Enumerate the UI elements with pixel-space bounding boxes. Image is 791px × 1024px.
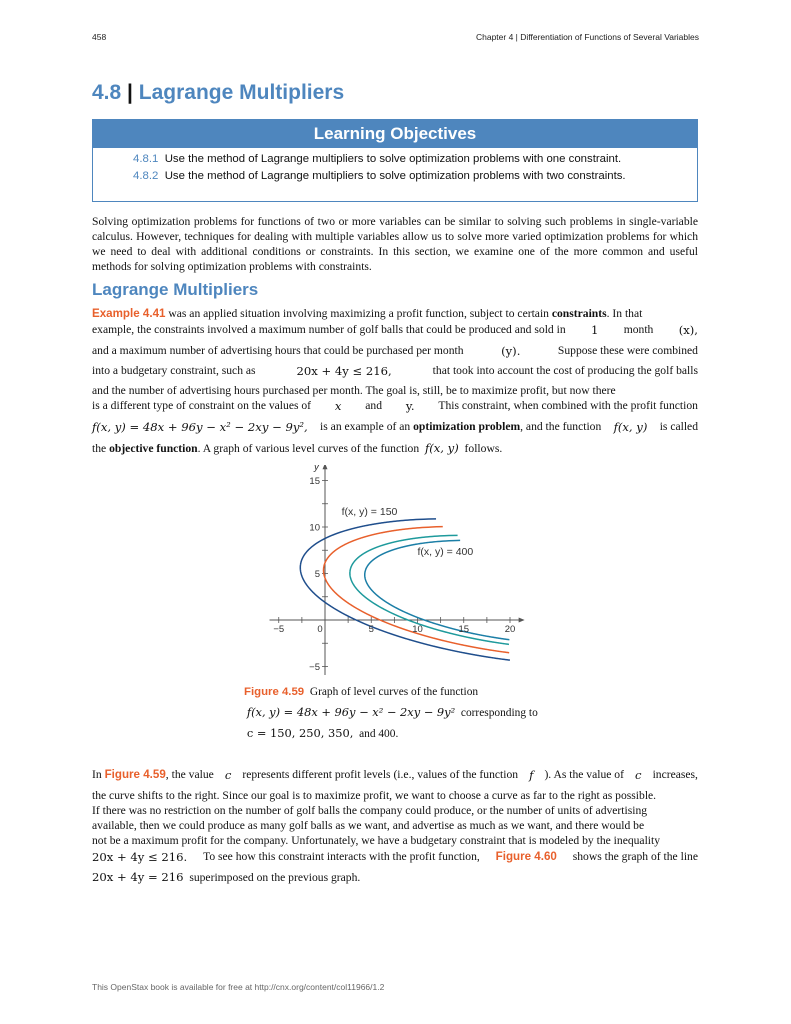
x-axis-arrow [519, 618, 525, 623]
para2-line [92, 307, 698, 320]
subsection-title: Lagrange Multipliers [92, 280, 259, 299]
text: In [92, 768, 102, 781]
objective-text: Use the method of Lagrange multipliers to solve optimization problems with two constraints. [164, 170, 626, 182]
text: and 400. [359, 728, 399, 740]
text: This constraint, when combined with the profit function [438, 399, 698, 412]
text: , and the function [520, 420, 602, 433]
example-link[interactable]: Example 4.41 [92, 307, 166, 320]
y-tick-label: 15 [309, 476, 320, 487]
text: superimposed on the previous graph. [189, 871, 361, 884]
caption-line [244, 682, 544, 702]
page-number: 458 [92, 32, 107, 42]
term-optimization-problem: optimization problem [413, 420, 521, 433]
math: f(x, y) = 48x + 96y − x² − 2xy − 9y² [246, 705, 456, 719]
x-tick-label: 20 [504, 624, 516, 635]
text: and a maximum number of advertising hours that could be purchased per month [92, 344, 464, 357]
y-tick-label: 5 [314, 569, 320, 580]
section-title [92, 81, 344, 105]
x-tick-label: 0 [317, 624, 323, 635]
text: not be a maximum profit for the company. Unfortunately, we have a budgetary constraint that is modeled by the inequality [92, 834, 661, 847]
para2-line [92, 323, 698, 337]
text: was an applied situation involving maximizing a profit function, subject to certain [165, 307, 552, 320]
x-tick-label: 15 [458, 624, 470, 635]
text: corresponding to [460, 707, 538, 719]
text: follows. [464, 442, 503, 455]
math: f(x, y) [424, 441, 459, 455]
math: c [224, 768, 232, 782]
para2-line [92, 399, 698, 413]
text: and [365, 399, 383, 412]
figure-link[interactable]: Figure 4.60 [495, 850, 557, 863]
text: the [92, 442, 107, 455]
objective-item [133, 152, 669, 167]
caption-line [244, 702, 544, 723]
para3-line [92, 804, 698, 817]
objective-text: Use the method of Lagrange multipliers to solve optimization problems with one constraint. [164, 153, 622, 165]
objective-number[interactable]: 4.8.1 [133, 153, 159, 165]
text: represents different profit levels (i.e., values of the function [242, 768, 519, 781]
math: (x), [678, 323, 698, 337]
term-constraints: constraints [551, 307, 607, 320]
y-axis-label: y [314, 465, 319, 474]
x-tick-label: −5 [273, 624, 285, 635]
figure-link[interactable]: Figure 4.59 [104, 768, 166, 781]
text: If there was no restriction on the number of golf balls the company could produce, or the number of units of advertising [92, 804, 648, 817]
para3-line [92, 834, 698, 847]
para3-line [92, 850, 698, 864]
text: Suppose these were combined [557, 344, 698, 357]
math: f(x, y) [613, 420, 648, 434]
para3-line [92, 819, 698, 832]
math: 20x + 4y ≤ 216, [296, 364, 392, 378]
intro-paragraph: Solving optimization problems for functions of two or more variables can be similar to solving such problems in single-variable calculus. However, techniques for dealing with multiple variables allow us to solve more varied optimization problems for which we need to deal with additional conditions or constraints. In this section, we examine one of the more common and useful methods for solving optimization problems with constraints. [92, 215, 698, 273]
curve-annotation: f(x, y) = 150 [341, 505, 398, 518]
para3-line [92, 768, 698, 782]
learning-objectives-heading: Learning Objectives [93, 120, 697, 148]
para2-line [92, 344, 698, 358]
text: ). As the value of [544, 768, 624, 781]
section-separator: | [127, 81, 133, 104]
text: into a budgetary constraint, such as [92, 364, 256, 377]
page-footer: This OpenStax book is available for free at http://cnx.org/content/col11966/1.2 [92, 982, 385, 992]
para3-line [92, 789, 698, 802]
math: 20x + 4y ≤ 216. [92, 850, 188, 864]
math: c [635, 768, 642, 782]
y-axis-arrow [323, 465, 328, 469]
para2-line [92, 384, 698, 397]
text: . A graph of various level curves of the function [197, 442, 420, 455]
text: example, the constraints involved a maximum number of golf balls that could be produced and sold in [92, 323, 566, 336]
caption-line [244, 723, 544, 744]
math: y. [405, 399, 415, 413]
para2-line [92, 420, 698, 434]
math: (y). [501, 344, 521, 358]
term-objective-function: objective function [109, 442, 198, 455]
figure-caption [244, 682, 544, 744]
text: and the number of advertising hours purchased per month. The goal is, still, be to maximize profit, but now there [92, 384, 616, 397]
text: that took into account the cost of producing the golf balls [432, 364, 698, 377]
text: the curve shifts to the right. Since our goal is to maximize profit, we want to choose a curve as far to the right as possible. [92, 789, 657, 802]
math: 1 [590, 323, 599, 337]
x-tick-label: 10 [412, 624, 423, 635]
level-curves-chart [255, 465, 535, 675]
math: c = 150, 250, 350, [246, 726, 354, 740]
para3-line [92, 870, 698, 884]
text: available, then we could produce as many golf balls as we want, and advertise as much as we want, and there would be [92, 819, 645, 832]
text: month [623, 323, 654, 336]
text: , the value [165, 768, 214, 781]
learning-objectives-box [92, 119, 698, 202]
y-tick-label: −5 [309, 662, 320, 673]
text: . In that [606, 307, 643, 320]
para2-line [92, 364, 698, 378]
axis-labels [273, 465, 515, 673]
math: f [529, 768, 534, 782]
text: increases, [652, 768, 698, 781]
chapter-title: Chapter 4 | Differentiation of Functions of Several Variables [475, 32, 699, 42]
text: is an example of an [320, 420, 411, 433]
text: To see how this constraint interacts with the profit function, [203, 850, 480, 863]
math: 20x + 4y = 216 [92, 870, 184, 884]
objective-number[interactable]: 4.8.2 [133, 170, 159, 182]
axes [270, 465, 525, 675]
para2-line [92, 441, 698, 455]
math-profit-function: f(x, y) = 48x + 96y − x² − 2xy − 9y², [92, 420, 308, 434]
text: Graph of level curves of the function [309, 686, 479, 698]
curve-annotation: f(x, y) = 400 [417, 545, 474, 558]
text: is a different type of constraint on the values of [92, 399, 312, 412]
level-curves [300, 519, 510, 660]
math: x [334, 399, 342, 413]
section-number: 4.8 [92, 81, 122, 104]
text: is called [659, 420, 698, 433]
y-tick-label: 10 [309, 522, 320, 534]
section-name: Lagrange Multipliers [138, 81, 345, 104]
text: shows the graph of the line [572, 850, 698, 863]
figure-label: Figure 4.59 [244, 686, 305, 698]
page-header [92, 32, 699, 46]
x-tick-label: 5 [368, 624, 374, 635]
objective-item [133, 169, 669, 184]
